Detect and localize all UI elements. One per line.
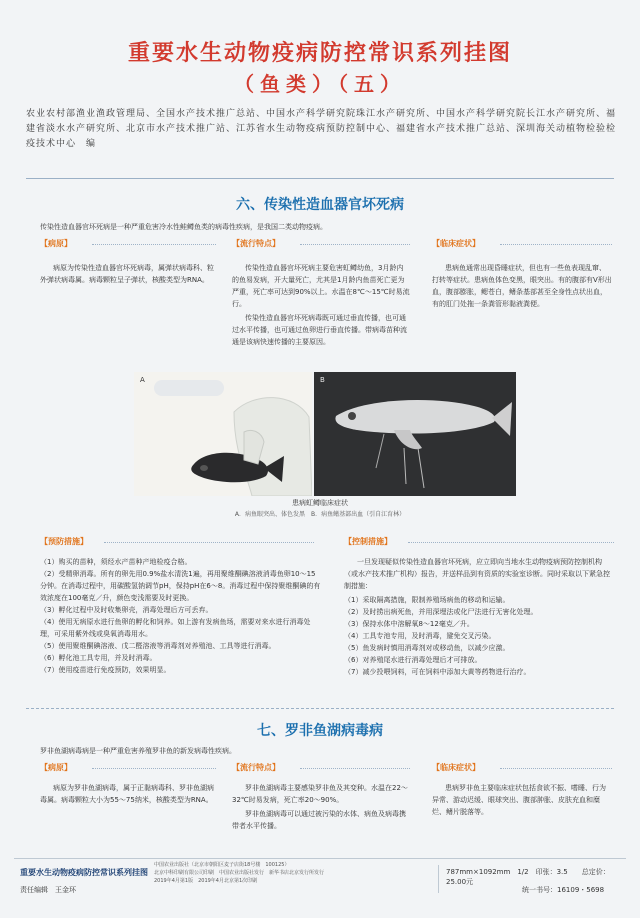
section6-epidemic-paragraph-1: 传染性造血器官坏死病主要危害虹鳟幼鱼，3月龄内的鱼易发病，开大量死亡，尤其是1月龄内鱼苗死亡更为严重，死亡率可达到90%以上。水温在8℃～15℃时易流行。 (232, 264, 410, 308)
section7-title: 七、罗非鱼湖病毒病 (257, 723, 383, 739)
section6-control-list (344, 556, 614, 678)
footer-series-title: 重要水生动物疫病防控常识系列挂图 (20, 868, 148, 877)
tag-underline (104, 542, 314, 543)
section6-epidemic-paragraph-2: 传染性造血器官坏死病毒既可通过垂直传播，也可通过水平传播，也可通过鱼卵进行垂直传播。带病毒苗种流通是该病快速传播的主要原因。 (232, 314, 407, 346)
section6-pathogen-paragraph: 病原为传染性造血器官坏死病毒，属弹状病毒科、粒外弹状病毒属。病毒颗粒呈子弹状，核酸类型为RNA。 (40, 264, 214, 284)
section7-symptoms-text (432, 782, 612, 820)
tag-underline (300, 768, 410, 769)
section7-pathogen-paragraph: 病原为罗非鱼湖病毒，属于正黏病毒科、罗非鱼湖病毒属。病毒颗粒大小为55～75纳米，核酸类型为RNA。 (40, 784, 214, 804)
tag-underline (92, 768, 216, 769)
section6-symptoms-paragraph: 患病鱼通常出现昏睡症状，但也有一些鱼表现乱窜、打转等症状。患病鱼体色变黑，眼突出。有的腹部有V形出血，腹部膨胀，鳃苍白，鳍条基部甚至全身性点状出血，有的肛门处拖一条粪管形黏液粪便。 (432, 264, 612, 308)
prevention-item: （2）受精卵消毒。所有的卵先用0.9%盐水清洗1遍，再用聚维酮碘溶液消毒鱼卵10～15分钟。在消毒过程中，用碳酸氢钠调节pH，保持pH在6～8。消毒过程中保持聚维酮碘的有效浓度在100毫克／升，颜色变浅需要及时更换。 (40, 570, 321, 602)
section7-intro: 罗非鱼湖病毒病是一种严重危害养殖罗非鱼的新发病毒性疾病。 (40, 747, 236, 755)
footer-isbn: 统一书号：16109・5698 (522, 886, 605, 894)
section7-epidemic-text (232, 782, 410, 834)
section6-pathogen-text (40, 262, 216, 288)
section7-pathogen-text (40, 782, 216, 808)
section6-title: 六、传染性造血器官坏死病 (236, 197, 404, 213)
section7-pathogen-tag: 【病原】 (40, 763, 72, 772)
control-intro: 一旦发现疑似传染性造血器官坏死病，应立即向当地水生动物疫病预防控制机构（或水产技术推广机构）报告，并送样品到有资质的实验室诊断。同时采取以下紧急控制措施： (344, 558, 610, 590)
footer (14, 858, 626, 899)
editor-organizations: 农业农村部渔业渔政管理局、全国水产技术推广总站、中国水产科学研究院珠江水产研究所、中国水产科学研究院长江水产研究所、福建省淡水水产研究所、北京市水产技术推广站、江苏省水生动物疫病预防控制中心、福建省水产技术推广总站、深圳海关动植物检验检疫技术中心 编 (26, 109, 617, 149)
publisher-line: 2019年4月第1版 2019年4月北京第1次印刷 (154, 878, 258, 884)
poster-subtitle: （鱼类）（五） (234, 72, 406, 96)
control-item: （4）工具专池专用，及时消毒，避免交叉污染。 (344, 632, 496, 640)
prevention-item: （3）孵化过程中及时收集卵壳，消毒处理后方可丢弃。 (40, 606, 213, 614)
tag-underline (500, 244, 612, 245)
publisher-line: 中国农业出版社（北京市朝阳区麦子店街18号楼 100125） (154, 862, 290, 868)
prevention-item: （5）使用聚维酮碘溶液、戊二醛溶液等消毒剂对养殖池、工具等进行消毒。 (40, 642, 276, 650)
section7-epidemic-tag: 【流行特点】 (232, 763, 280, 772)
section6-pathogen-tag: 【病原】 (40, 239, 72, 248)
section7-symptoms-tag: 【临床症状】 (432, 763, 480, 772)
prevention-item: （1）购买的苗种，须经水产苗种产地检疫合格。 (40, 558, 192, 566)
photo-b-trout-specimen (314, 372, 516, 496)
photo-subcaption: A．病鱼眼突出、体色发黑 B．病鱼鳍基部出血（引自江育林） (234, 511, 406, 518)
section6-prevention-list (40, 556, 322, 676)
control-item: （6）对养殖尾水进行消毒处理后才可排放。 (344, 656, 482, 664)
control-item: （2）及时捞出病死鱼，并用深埋法或化尸法进行无害化处理。 (344, 608, 538, 616)
trout-hand-illustration (134, 372, 312, 496)
tag-underline (300, 244, 410, 245)
footer-publisher-info (154, 861, 424, 885)
prevention-item: （6）孵化池工具专用，并及时消毒。 (40, 654, 157, 662)
section7-epidemic-paragraph-1: 罗非鱼湖病毒主要感染罗非鱼及其变种。水温在22～32℃时易发病，死亡率20～90%。 (232, 784, 408, 804)
section7-epidemic-paragraph-2: 罗非鱼湖病毒可以通过被污染的水体、病鱼及病毒携带者水平传播。 (232, 810, 406, 830)
control-item: （7）减少投喂饲料，可在饲料中添加大黄等药物进行治疗。 (344, 668, 531, 676)
photo-caption: 患病虹鳟临床症状 (292, 499, 348, 507)
footer-specs: 787mm×1092mm 1/2 印张：3.5 总定价：25.00元 (446, 868, 610, 886)
tag-underline (500, 768, 612, 769)
tag-underline (408, 542, 614, 543)
photo-a-label: A (140, 376, 145, 384)
photo-b-label: B (320, 376, 325, 384)
section6-control-tag: 【控制措施】 (344, 537, 392, 546)
divider (26, 178, 614, 179)
section6-epidemic-tag: 【流行特点】 (232, 239, 280, 248)
publisher-line: 北京中科印刷有限公司印刷 中国农业出版社发行 新华书店北京发行所发行 (154, 870, 325, 876)
prevention-item: （7）使用疫苗进行免疫预防，效果明显。 (40, 666, 171, 674)
poster-title: 重要水生动物疫病防控常识系列挂图 (127, 41, 512, 66)
control-item: （5）鱼发病时慎用消毒剂对或移动鱼，以减少应激。 (344, 644, 510, 652)
section6-symptoms-tag: 【临床症状】 (432, 239, 480, 248)
section6-epidemic-text (232, 262, 410, 350)
trout-specimen-illustration (314, 372, 516, 496)
prevention-item: （4）使用无病原水进行鱼卵的孵化和饲养。如上游有发病鱼场，需要对来水进行消毒处理，可采用紫外线或臭氧消毒用水。 (40, 618, 311, 638)
control-item: （3）保持水体中溶解氧8～12毫克／升。 (344, 620, 474, 628)
footer-editor: 责任编辑 王金环 (20, 886, 76, 894)
section-divider (26, 708, 614, 709)
tag-underline (92, 244, 216, 245)
control-item: （1）采取隔离措施，限制养殖场病鱼的移动和运输。 (344, 596, 510, 604)
section6-prevention-tag: 【预防措施】 (40, 537, 88, 546)
section6-intro: 传染性造血器官坏死病是一种严重危害冷水性鲑鳟鱼类的病毒性疾病，是我国二类动物疫病。 (40, 223, 327, 231)
section7-symptoms-paragraph: 患病罗非鱼主要临床症状包括食欲不振、嗜睡、行为异常、游动迟缓、眼球突出、腹部肿胀、皮肤充血和糜烂、鳍片脱落等。 (432, 784, 606, 816)
section6-symptoms-text (432, 262, 612, 312)
footer-divider (438, 865, 439, 893)
photo-a-trout-in-hand (134, 372, 312, 496)
